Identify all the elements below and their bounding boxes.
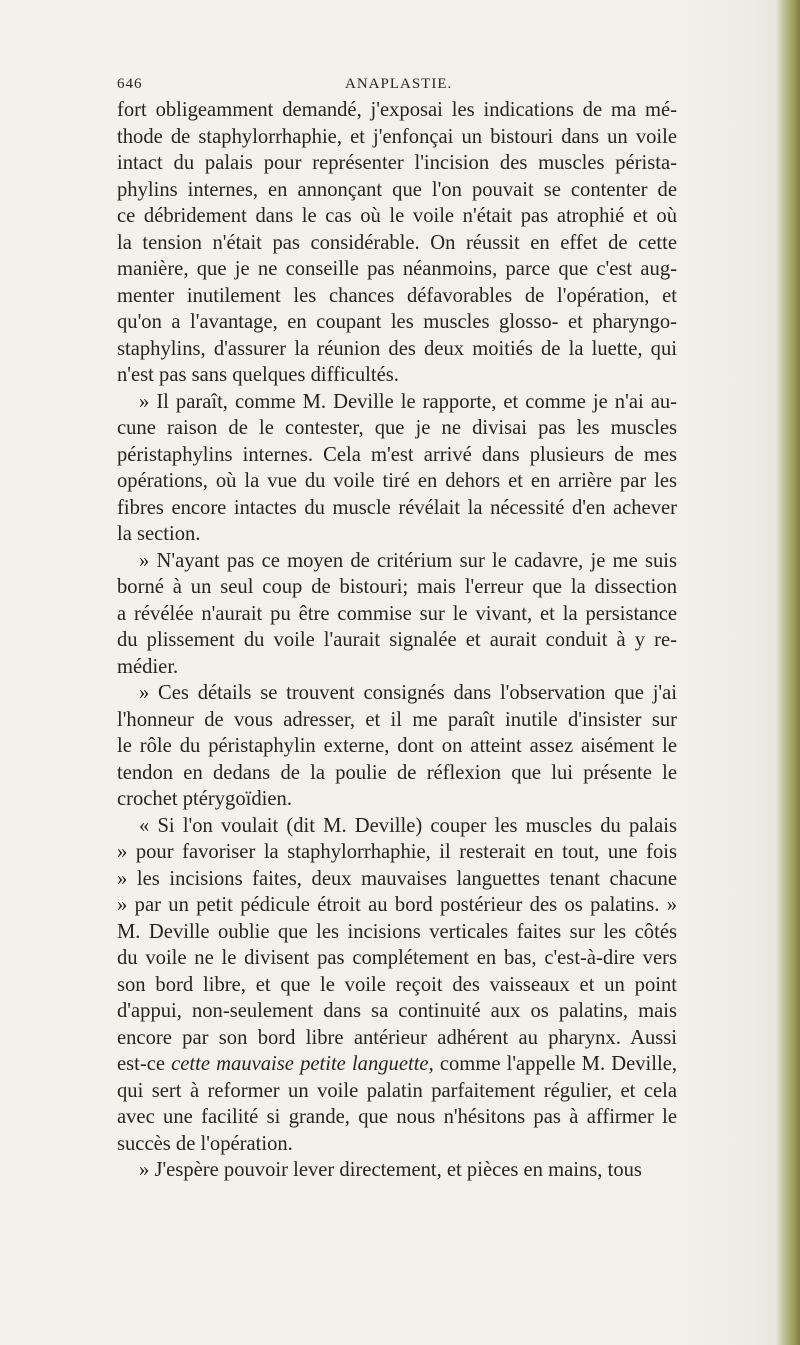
text-line: » Il paraît, comme M. Deville le rapporte, et comme je n'ai au- <box>139 390 677 413</box>
text-line: staphylins, d'assurer la réunion des deux moitiés de la luette, qui <box>117 337 677 360</box>
text-line: le rôle du péristaphylin externe, dont on atteint assez aisément le <box>117 735 677 757</box>
text-line: opérations, où la vue du voile tiré en dehors et en arrière par les <box>117 470 677 492</box>
paragraph <box>117 548 677 681</box>
body-text <box>117 97 677 1184</box>
text-line: avec une facilité si grande, que nous n'hésitons pas à affirmer le <box>117 1106 677 1128</box>
text-line: médier. <box>117 655 179 678</box>
text-line: » pour favoriser la staphylorrhaphie, il resterait en tout, une fois <box>117 841 677 863</box>
text-line: » les incisions faites, deux mauvaises languettes tenant chacune <box>117 867 677 890</box>
paragraph <box>117 813 677 1158</box>
text-line: encore par son bord libre antérieur adhérent au pharynx. Aussi <box>117 1026 677 1049</box>
text-line: qu'on a l'avantage, en coupant les muscles glosso- et pharyngo- <box>117 311 677 333</box>
text-line: du voile ne le divisent pas complétement en bas, c'est-à-dire vers <box>117 947 677 969</box>
text-line: » J'espère pouvoir lever directement, et pièces en mains, tous <box>139 1159 642 1181</box>
text-line: n'est pas sans quelques difficultés. <box>117 364 399 386</box>
text-line: ce débridement dans le cas où le voile n'était pas atrophié et où <box>117 205 677 227</box>
text-line: fibres encore intactes du muscle révélait la nécessité d'en achever <box>117 496 677 519</box>
text-line: cune raison de le contester, que je ne divisai pas les muscles <box>117 417 677 439</box>
text-line: succès de l'opération. <box>117 1132 293 1155</box>
text-line: » par un petit pédicule étroit au bord postérieur des os palatins. » <box>117 894 677 916</box>
text-line: son bord libre, et que le voile reçoit des vaisseaux et un point <box>117 973 677 996</box>
text-line: l'honneur de vous adresser, et il me paraît inutile d'insister sur <box>117 708 677 731</box>
text-line: thode de staphylorrhaphie, et j'enfonçai un bistouri dans un voile <box>117 125 677 148</box>
page-edge-shadow <box>776 0 800 1345</box>
text-line: phylins internes, en annonçant que l'on pouvait se contenter de <box>117 178 677 201</box>
page-number: 646 <box>117 76 143 92</box>
text-line: » N'ayant pas ce moyen de critérium sur le cadavre, je me suis <box>139 549 677 572</box>
running-header <box>117 76 677 98</box>
text-line: du plissement du voile l'aurait signalée et aurait conduit à y re- <box>117 629 677 651</box>
text-line: péristaphylins internes. Cela m'est arrivé dans plusieurs de mes <box>117 443 677 466</box>
text-line: est-ce cette mauvaise petite languette, comme l'appelle M. Deville, <box>117 1053 677 1075</box>
paragraph <box>117 389 677 548</box>
text-line: borné à un seul coup de bistouri; mais l'erreur que la dissection <box>117 576 677 598</box>
text-line: manière, que je ne conseille pas néanmoins, parce que c'est aug- <box>117 258 677 280</box>
text-line: qui sert à reformer un voile palatin parfaitement régulier, et cela <box>117 1079 677 1102</box>
text-line: crochet ptérygoïdien. <box>117 788 292 810</box>
text-line: » Ces détails se trouvent consignés dans l'observation que j'ai <box>139 682 677 704</box>
text-line: a révélée n'aurait pu être commise sur le vivant, et la persistance <box>117 602 677 625</box>
paragraph <box>117 1157 677 1184</box>
text-line: M. Deville oublie que les incisions verticales faites sur les côtés <box>117 920 677 943</box>
text-line: fort obligeamment demandé, j'exposai les indications de ma mé- <box>117 99 677 121</box>
paragraph <box>117 680 677 813</box>
text-line: intact du palais pour représenter l'incision des muscles pérista- <box>117 152 677 174</box>
running-title: ANAPLASTIE. <box>345 76 453 92</box>
text-line: menter inutilement les chances défavorables de l'opération, et <box>117 284 677 307</box>
text-line: la section. <box>117 523 201 545</box>
text-line: « Si l'on voulait (dit M. Deville) couper les muscles du palais <box>139 814 677 837</box>
text-line: tendon en dedans de la poulie de réflexion que lui présente le <box>117 761 677 784</box>
text-line: d'appui, non-seulement dans sa continuité aux os palatins, mais <box>117 1000 677 1022</box>
paragraph <box>117 97 677 389</box>
text-line: la tension n'était pas considérable. On réussit en effet de cette <box>117 231 677 254</box>
